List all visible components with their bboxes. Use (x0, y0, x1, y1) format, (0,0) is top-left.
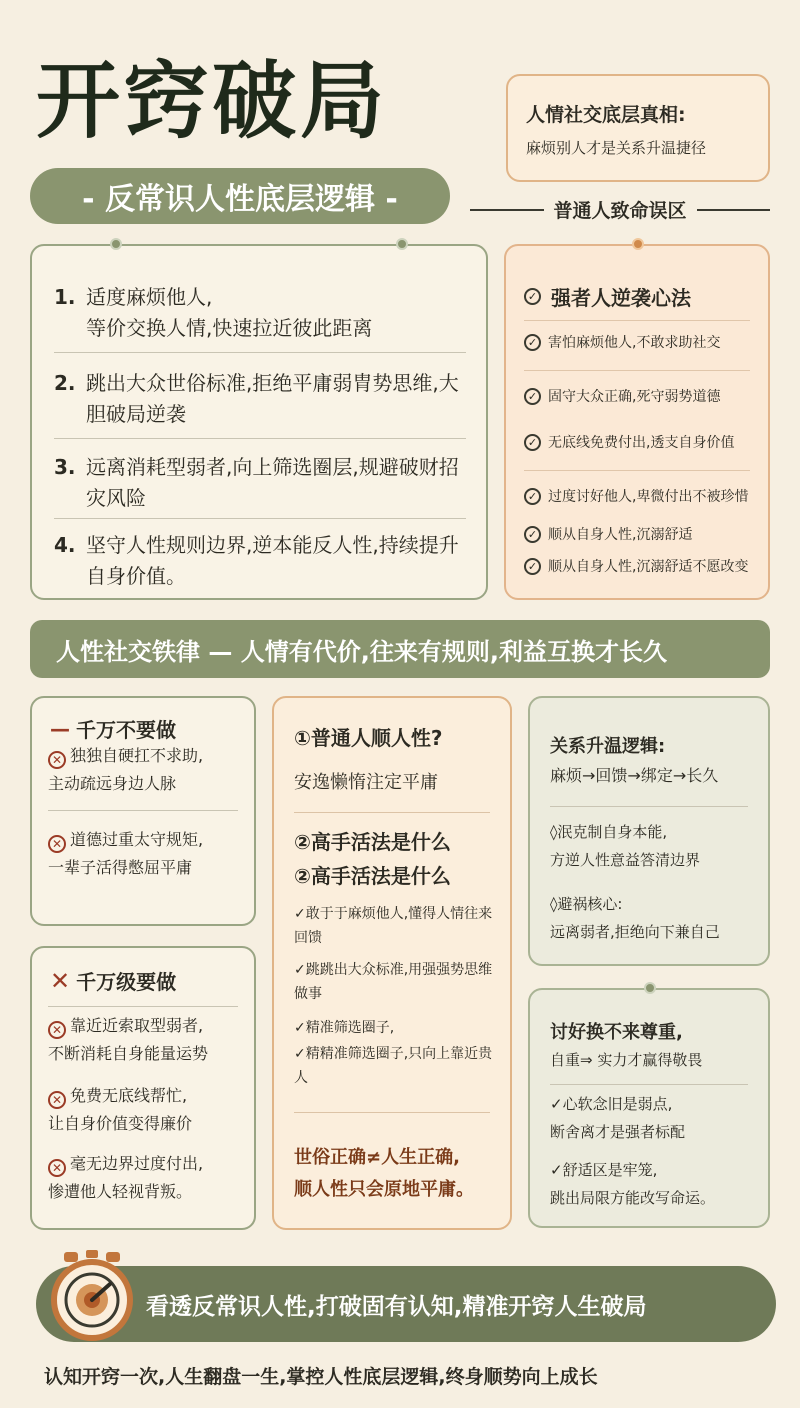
check-circle-icon: ✓ (524, 288, 541, 305)
do-card (30, 946, 256, 1230)
truth-heading: 人情社交底层真相: (526, 104, 686, 126)
pin-icon (396, 238, 408, 250)
point-item: ✓跳跳出大众标准,用强强势思维做事 (294, 962, 493, 1002)
x-circle-icon: ✕ (48, 1021, 66, 1039)
mistake-item: ✓ 害怕麻烦他人,不敢求助社交 (524, 332, 760, 352)
pin-icon (644, 982, 656, 994)
divider (54, 352, 466, 353)
check-circle-icon: ✓ (524, 434, 541, 451)
conclusion-text: 世俗正确≠人生正确, 顺人性只会原地平庸。 (294, 1147, 474, 1200)
q1-heading: ①普通人顺人性? (294, 726, 443, 750)
respect-card (528, 988, 770, 1228)
dont-item: ✕ 道德过重太守规矩, 一辈子活得憋屈平庸 (48, 830, 204, 877)
dont-title: — 千万不要做 (50, 716, 176, 742)
check-circle-icon: ✓ (524, 334, 541, 351)
truth-text: 麻烦别人才是关系升温捷径 (526, 139, 707, 157)
do-item: ✕ 靠近近索取型弱者, 不断消耗自身能量运势 (48, 1016, 209, 1063)
truth-card (506, 74, 770, 182)
point-item: ✓精准筛选圈子, (294, 1020, 395, 1036)
principle-item: 3. 远离消耗型弱者,向上筛选圈层,规避破财招灾风险 (54, 455, 459, 510)
pin-icon (632, 238, 644, 250)
mistake-item: ✓ 无底线免费付出,透支自身价值 (524, 432, 760, 452)
divider (550, 1084, 748, 1085)
divider (48, 1006, 238, 1007)
misread-label: 普通人致命误区 (553, 200, 687, 222)
respect-title: 讨好换不来尊重, (550, 1022, 683, 1043)
bottom-banner: 看透反常识人性,打破固有认知,精准开窍人生破局 (36, 1266, 776, 1342)
middle-card (272, 696, 512, 1230)
mistakes-heading: ✓ 强者人逆袭心法 (524, 282, 691, 311)
divider (524, 470, 750, 471)
dont-card (30, 696, 256, 926)
divider (294, 812, 490, 813)
respect-point: ✓心软念旧是弱点, 断舍离才是强者标配 (550, 1095, 686, 1141)
rule-banner: 人性社交铁律 — 人情有代价,往来有规则,利益互换才长久 (30, 620, 770, 678)
divider (54, 518, 466, 519)
q2-heading: ②高手活法是什么 (294, 864, 451, 888)
mistake-item: ✓ 过度讨好他人,卑微付出不被珍惜 (524, 486, 760, 506)
upgrade-point: ◊避祸核心: 远离弱者,拒绝向下兼自己 (550, 895, 720, 941)
misread-divider (470, 196, 770, 223)
upgrade-point: ◊泯克制自身本能, 方逆人性意益答清边界 (550, 823, 701, 869)
do-item: ✕ 毫无边界过度付出, 惨遭他人轻视背叛。 (48, 1154, 204, 1201)
divider (524, 370, 750, 371)
upgrade-card (528, 696, 770, 966)
divider-line (697, 209, 771, 211)
respect-sub: 自重⇒ 实力才赢得敬畏 (550, 1051, 703, 1069)
mistake-item: ✓ 顺从自身人性,沉溺舒适 (524, 524, 760, 544)
divider (54, 438, 466, 439)
principle-item: 2. 跳出大众世俗标准,拒绝平庸弱胄势思维,大胆破局逆袭 (54, 371, 459, 426)
principle-item: 1. 适度麻烦他人, 等价交换人情,快速拉近彼此距离 (54, 285, 373, 340)
principles-card (30, 244, 488, 600)
mistake-item: ✓ 顺从自身人性,沉溺舒适不愿改变 (524, 556, 760, 576)
check-circle-icon: ✓ (524, 388, 541, 405)
x-circle-icon: ✕ (48, 1159, 66, 1177)
dont-item: ✕ 独独自硬扛不求助, 主动疏远身边人脉 (48, 746, 204, 793)
alarm-clock-icon (50, 1248, 134, 1342)
point-item: ✓精精准筛选圈子,只向上靠近贵人 (294, 1046, 493, 1086)
q2-heading: ②高手活法是什么 (294, 830, 451, 854)
point-item: ✓敢于于麻烦他人,懂得人情往来回馈 (294, 906, 493, 946)
upgrade-flow: 麻烦→回馈→绑定→长久 (550, 766, 719, 785)
page-title: 开窍破局 (36, 52, 389, 150)
respect-point: ✓舒适区是牢笼, 跳出局限方能改写命运。 (550, 1161, 716, 1207)
a1-text: 安逸懒惰注定平庸 (294, 772, 438, 793)
mistakes-card (504, 244, 770, 600)
pin-icon (110, 238, 122, 250)
divider (550, 806, 748, 807)
check-circle-icon: ✓ (524, 488, 541, 505)
do-title: ✕ 千万级要做 (50, 966, 177, 995)
do-item: ✕ 免费无底线帮忙, 让自身价值变得廉价 (48, 1086, 193, 1133)
upgrade-title: 关系升温逻辑: (550, 736, 666, 757)
x-circle-icon: ✕ (48, 751, 66, 769)
footer-slogan: 认知开窍一次,人生翻盘一生,掌控人性底层逻辑,终身顺势向上成长 (44, 1366, 598, 1388)
check-circle-icon: ✓ (524, 558, 541, 575)
x-circle-icon: ✕ (48, 835, 66, 853)
divider (294, 1112, 490, 1113)
principle-item: 4. 坚守人性规则边界,逆本能反人性,持续提升自身价值。 (54, 533, 459, 588)
divider-line (470, 209, 544, 211)
x-circle-icon: ✕ (48, 1091, 66, 1109)
mistake-item: ✓ 固守大众正确,死守弱势道德 (524, 386, 760, 406)
divider (524, 320, 750, 321)
subtitle-pill: - 反常识人性底层逻辑 - (30, 168, 450, 224)
divider (48, 810, 238, 811)
check-circle-icon: ✓ (524, 526, 541, 543)
